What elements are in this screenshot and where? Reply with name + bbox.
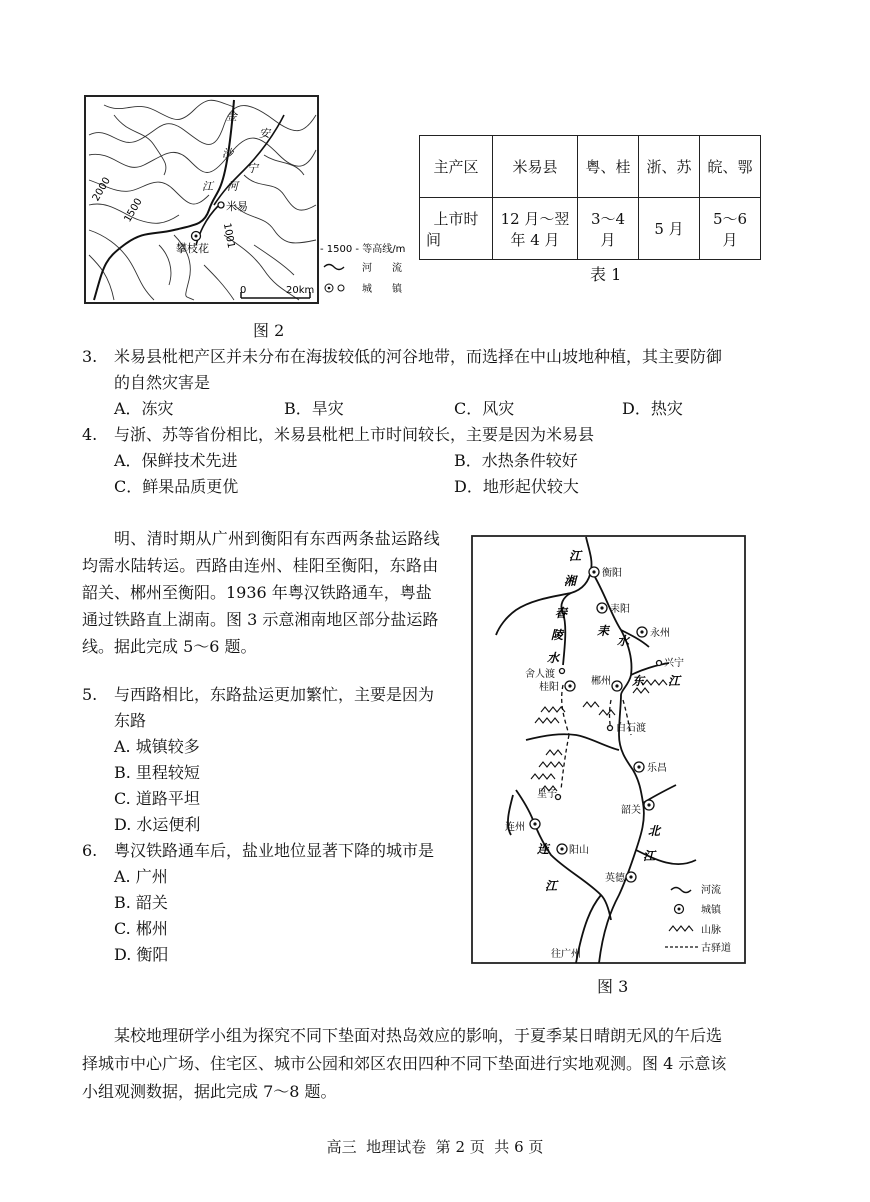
- river-chongling: 陵: [551, 628, 564, 642]
- city-lechang: 乐昌: [647, 763, 667, 774]
- passage-5-6: [82, 525, 440, 660]
- passage-7-8: [82, 1022, 726, 1106]
- city-guiyang: 桂阳: [539, 682, 559, 693]
- river-bei: 江: [643, 849, 656, 863]
- river-label: 河: [227, 180, 238, 193]
- city-chenzhou: 郴州: [591, 676, 611, 687]
- city-lianzhou: 连州: [505, 822, 525, 833]
- q3-number: 3.: [82, 347, 98, 366]
- q6-option-a[interactable]: A. 广州: [114, 867, 168, 886]
- q6-stem: 粤汉铁路通车后，盐业地位显著下降的城市是: [114, 841, 435, 860]
- city-yingde: 英德: [605, 873, 625, 884]
- passage-line: 均需水陆转运。西路由连州、桂阳至衡阳，东路由: [82, 556, 439, 575]
- figure-3-caption: 图 3: [597, 977, 629, 996]
- table-header: 浙、苏: [639, 136, 700, 198]
- q5-stem: 东路: [114, 711, 147, 730]
- q3-option-b[interactable]: B．旱灾: [284, 399, 344, 418]
- contour-label: 1500: [122, 196, 145, 225]
- legend-contour: - 1500 - 等高线/m: [320, 244, 406, 255]
- river-dong: 东: [632, 674, 645, 688]
- q4-option-b[interactable]: B．水热条件较好: [454, 451, 578, 470]
- q5-option-a[interactable]: A. 城镇较多: [114, 737, 200, 756]
- page-footer: 高三 地理试卷 第 2 页 共 6 页: [326, 1138, 544, 1156]
- table-cell: 5～6 月: [700, 198, 761, 260]
- river-label: 安: [259, 127, 270, 140]
- q6-option-d[interactable]: D. 衡阳: [114, 945, 169, 964]
- label-to-guangzhou: 往广州: [551, 949, 581, 960]
- q6-option-b[interactable]: B. 韶关: [114, 893, 168, 912]
- city-leiyang: 耒阳: [610, 604, 630, 615]
- q4-option-a[interactable]: A．保鲜技术先进: [114, 451, 238, 470]
- table-header: 主产区: [420, 136, 493, 198]
- river-lei: 耒: [597, 624, 610, 638]
- river-xiang: 江: [569, 549, 582, 563]
- table-cell: 12 月～翌 年 4 月: [493, 198, 578, 260]
- town-label-miyi: 米易: [226, 200, 248, 213]
- table-header: 皖、鄂: [700, 136, 761, 198]
- river-lian: 连: [537, 842, 550, 856]
- q4-option-c[interactable]: C．鲜果品质更优: [114, 477, 239, 496]
- river-chongling: 水: [547, 651, 560, 665]
- q6-option-c[interactable]: C. 郴州: [114, 919, 168, 938]
- contour-label: 2000: [90, 175, 113, 204]
- table-header: 粤、桂: [578, 136, 639, 198]
- city-sherendu: 舍人渡: [525, 669, 555, 680]
- figure-3-map: [471, 535, 746, 965]
- q4-stem: 与浙、苏等省份相比，米易县枇杷上市时间较长，主要是因为米易县: [114, 425, 595, 444]
- river-label: 江: [202, 180, 213, 193]
- q4-option-d[interactable]: D．地形起伏较大: [454, 477, 579, 496]
- legend-road: 古驿道: [701, 943, 731, 954]
- legend-mountain: 山脉: [701, 925, 721, 936]
- passage-line: 择城市中心广场、住宅区、城市公园和郊区农田四种不同下垫面进行实地观测。图 4 示意该: [82, 1054, 727, 1073]
- river-label: 宁: [247, 162, 258, 175]
- q3-stem: 米易县枇杷产区并未分布在海拔较低的河谷地带，而选择在中山坡地种植，其主要防御: [114, 347, 723, 366]
- contour-label: 1001: [220, 222, 237, 250]
- figure-2-caption: 图 2: [253, 321, 285, 340]
- river-label: 沙: [222, 147, 233, 160]
- table-1-grid: [419, 135, 761, 260]
- legend-town: 城 镇: [362, 284, 402, 295]
- scale-dist: 20km: [286, 285, 315, 296]
- q3-stem: 的自然灾害是: [114, 373, 211, 392]
- legend-town: 城镇: [701, 905, 721, 916]
- city-shaoguan: 韶关: [621, 805, 641, 816]
- city-xingning: 兴宁: [664, 658, 684, 669]
- city-yongzhou: 永州: [650, 628, 670, 639]
- figure-3: [471, 535, 746, 965]
- table-row-label: 上市时 间: [420, 198, 493, 260]
- passage-line: 通过铁路直上湖南。图 3 示意湘南地区部分盐运路: [82, 610, 439, 629]
- q3-option-c[interactable]: C．风灾: [454, 399, 515, 418]
- q4-number: 4.: [82, 425, 98, 444]
- river-lei: 水: [617, 634, 630, 648]
- city-baishidu: 白石渡: [616, 723, 646, 734]
- river-bei: 北: [648, 824, 661, 838]
- q5-option-c[interactable]: C. 道路平坦: [114, 789, 200, 808]
- river-xiang: 湘: [564, 574, 577, 588]
- river-label: 金: [226, 110, 237, 123]
- legend-river: 河 流: [362, 263, 402, 274]
- city-hengyang: 衡阳: [602, 568, 622, 579]
- q5-option-d[interactable]: D. 水运便利: [114, 815, 201, 834]
- legend-river: 河流: [701, 885, 721, 896]
- passage-line: 韶关、郴州至衡阳。1936 年粤汉铁路通车，粤盐: [82, 583, 432, 602]
- river-lian: 江: [545, 879, 558, 893]
- figure-2-map: [84, 95, 414, 305]
- town-label-panzhihua: 攀枝花: [176, 242, 209, 255]
- passage-line: 明、清时期从广州到衡阳有东西两条盐运路线: [114, 529, 441, 548]
- table-1: [419, 135, 761, 260]
- river-dong: 江: [668, 674, 681, 688]
- passage-line: 小组观测数据，据此完成 7～8 题。: [82, 1082, 337, 1101]
- table-cell: 5 月: [639, 198, 700, 260]
- figure-2: [84, 95, 414, 305]
- table-header: 米易县: [493, 136, 578, 198]
- table-1-caption: 表 1: [590, 265, 622, 284]
- q3-option-a[interactable]: A．冻灾: [114, 399, 174, 418]
- scale-zero: 0: [240, 285, 247, 296]
- passage-line: 某校地理研学小组为探究不同下垫面对热岛效应的影响，于夏季某日晴朗无风的午后选: [114, 1026, 723, 1045]
- river-chongling: 舂: [555, 606, 568, 620]
- city-yangshan: 阳山: [569, 845, 589, 856]
- q6-number: 6.: [82, 841, 98, 860]
- q3-option-d[interactable]: D．热灾: [622, 399, 683, 418]
- q5-number: 5.: [82, 685, 98, 704]
- city-xingzi: 星子: [537, 789, 557, 800]
- passage-line: 线。据此完成 5～6 题。: [82, 637, 257, 656]
- q5-option-b[interactable]: B. 里程较短: [114, 763, 200, 782]
- table-cell: 3～4 月: [578, 198, 639, 260]
- q5-stem: 与西路相比，东路盐运更加繁忙，主要是因为: [114, 685, 435, 704]
